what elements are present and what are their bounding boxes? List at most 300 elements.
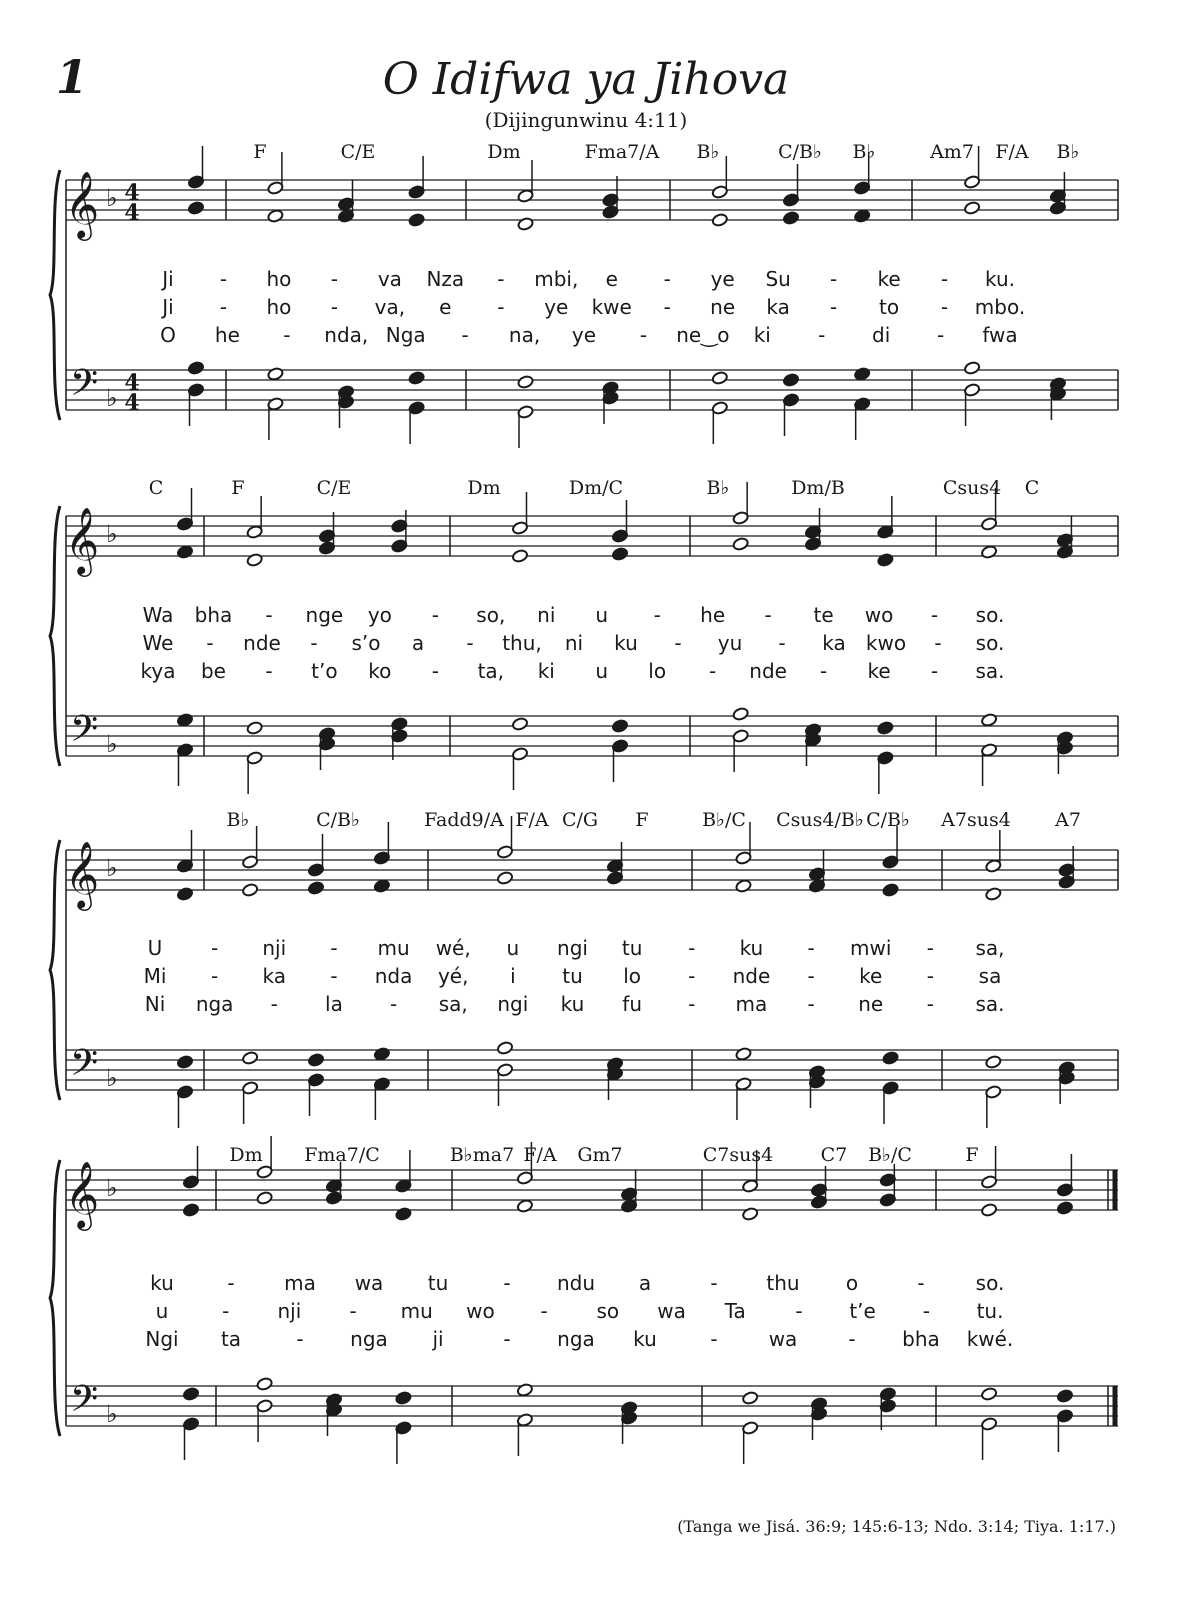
treble-note: [877, 553, 894, 567]
chord-symbol: C/B♭: [866, 809, 910, 831]
treble-note: [612, 547, 629, 561]
scripture-references: (Tanga we Jisá. 36:9; 145:6-13; Ndo. 3:14; Tiya. 1:17.): [677, 1517, 1116, 1536]
treble-note: [517, 217, 534, 231]
lyric-syllable: nge: [305, 603, 344, 627]
treble-clef-icon: 𝄞: [64, 840, 100, 908]
chord-symbol: A7sus4: [941, 809, 1011, 831]
chord-symbol: Fma7/C: [304, 1144, 380, 1166]
treble-note: [742, 1207, 759, 1221]
treble-note: [246, 553, 263, 567]
lyric-syllable: ku: [614, 631, 638, 655]
bass-note: [408, 371, 425, 385]
lyric-syllable: nde: [749, 659, 787, 683]
lyric-syllable: yo: [367, 603, 392, 627]
lyric-syllable: -: [219, 267, 228, 291]
time-signature-bottom: 4: [124, 200, 140, 226]
treble-note: [854, 209, 871, 223]
treble-clef-icon: 𝄞: [64, 170, 100, 238]
chord-symbol: F/A: [995, 141, 1029, 163]
lyric-syllable: We: [142, 631, 174, 655]
treble-note: [188, 201, 205, 215]
lyric-syllable: -: [270, 992, 278, 1016]
chord-symbol: Dm: [467, 477, 501, 499]
lyric-syllable: bha: [902, 1327, 940, 1351]
lyric-syllable: ko: [368, 659, 392, 683]
lyric-syllable: -: [688, 964, 696, 988]
lyric-syllable: ka: [262, 964, 287, 988]
lyric-syllable: tu: [427, 1271, 449, 1295]
lyric-syllable: Ngi: [145, 1327, 179, 1351]
lyric-syllable: wo: [864, 603, 894, 627]
lyric-syllable: -: [940, 267, 949, 291]
treble-note: [308, 881, 325, 895]
lyric-syllable: tu: [562, 964, 583, 988]
system-bracket: [50, 170, 60, 420]
lyric-syllable: thu,: [502, 631, 542, 655]
lyric-syllable: wa: [354, 1271, 384, 1295]
chord-symbol: C: [148, 477, 164, 499]
system-bracket: [50, 840, 60, 1100]
lyric-syllable: -: [265, 603, 273, 627]
lyric-syllable: -: [688, 992, 696, 1016]
bass-note: [308, 1053, 325, 1067]
treble-note: [783, 211, 800, 225]
lyric-syllable: la: [325, 992, 343, 1016]
lyric-syllable: -: [653, 603, 661, 627]
lyric-syllable: -: [917, 1271, 925, 1295]
chord-symbol: Dm/C: [568, 477, 624, 499]
lyric-syllable: -: [503, 1271, 511, 1295]
lyric-syllable: -: [807, 936, 815, 960]
lyric-syllable: ku: [633, 1327, 657, 1351]
lyric-syllable: -: [222, 1299, 230, 1323]
lyric-syllable: nji: [277, 1299, 302, 1323]
lyric-syllable: -: [926, 964, 934, 988]
lyric-syllable: so.: [975, 603, 1005, 627]
chord-symbol: F/A: [515, 809, 549, 831]
lyric-syllable: -: [848, 1327, 856, 1351]
lyric-syllable: s’o: [351, 631, 381, 655]
bass-note: [981, 713, 998, 727]
chord-symbol: C: [1024, 477, 1040, 499]
lyric-syllable: so,: [476, 603, 506, 627]
bass-note: [612, 719, 629, 733]
lyric-syllable: sa: [978, 964, 1002, 988]
bass-note: [854, 367, 871, 381]
lyric-syllable: -: [710, 1271, 718, 1295]
lyric-syllable: -: [764, 603, 772, 627]
lyric-syllable: e: [439, 295, 452, 319]
lyric-syllable: nga: [350, 1327, 388, 1351]
lyric-syllable: wa: [657, 1299, 686, 1323]
lyric-syllable: nde: [243, 631, 281, 655]
lyric-syllable: -: [497, 267, 505, 291]
treble-note: [512, 549, 529, 563]
lyric-syllable: wé,: [435, 936, 471, 960]
lyric-syllable: mbi,: [534, 267, 579, 291]
chord-symbol: Dm: [229, 1144, 263, 1166]
treble-clef-icon: 𝄞: [64, 1160, 100, 1228]
lyric-syllable: va: [377, 267, 402, 291]
lyric-syllable: -: [211, 936, 219, 960]
bass-note: [877, 721, 894, 735]
lyric-syllable: ku: [150, 1271, 174, 1295]
chord-symbol: F: [635, 809, 649, 831]
lyric-syllable: -: [497, 295, 505, 319]
bass-note: [183, 1387, 200, 1401]
lyric-syllable: a: [411, 631, 425, 655]
system-bracket: [50, 1160, 60, 1436]
bass-note: [517, 375, 534, 389]
lyric-syllable: -: [930, 659, 939, 683]
treble-clef-icon: 𝄞: [64, 506, 100, 574]
lyric-syllable: ni: [537, 603, 556, 627]
treble-note: [732, 537, 749, 551]
bass-note: [735, 1047, 752, 1061]
lyric-syllable: ye: [544, 295, 569, 319]
lyric-syllable: -: [795, 1299, 803, 1323]
lyric-syllable: Mi: [143, 964, 167, 988]
lyric-syllable: na,: [508, 323, 541, 347]
lyric-syllable: a: [638, 1271, 652, 1295]
chord-symbol: Gm7: [577, 1144, 623, 1166]
lyric-syllable: -: [466, 631, 474, 655]
lyric-syllable: ke: [859, 964, 883, 988]
chord-symbol: B♭: [852, 141, 876, 163]
time-signature-bottom: 4: [124, 390, 140, 416]
lyric-syllable: -: [265, 659, 273, 683]
lyric-syllable: -: [940, 295, 949, 319]
lyric-syllable: -: [349, 1299, 357, 1323]
lyric-syllable: -: [283, 323, 291, 347]
time-signature-top: 4: [124, 180, 140, 206]
lyric-syllable: ni: [564, 631, 584, 655]
chord-symbol: C/B♭: [778, 141, 822, 163]
lyric-syllable: t’e: [849, 1299, 876, 1323]
lyric-syllable: ma: [284, 1271, 316, 1295]
chord-symbol: C/B♭: [316, 809, 360, 831]
chord-symbol: Csus4: [942, 477, 1002, 499]
lyric-syllable: -: [829, 295, 838, 319]
lyric-syllable: -: [296, 1327, 304, 1351]
treble-note: [981, 1203, 998, 1217]
lyric-syllable: -: [310, 631, 318, 655]
chord-symbol: C7sus4: [702, 1144, 774, 1166]
lyric-syllable: mu: [400, 1299, 433, 1323]
lyric-syllable: -: [330, 964, 338, 988]
lyric-syllable: ka: [766, 295, 790, 319]
lyric-syllable: -: [819, 659, 828, 683]
lyric-syllable: ne: [710, 295, 736, 319]
hymn-title: O Idifwa ya Jihova: [382, 54, 790, 105]
lyric-syllable: ngi: [497, 992, 529, 1016]
lyric-syllable: mu: [377, 936, 410, 960]
key-signature-flat: ♭: [106, 854, 118, 882]
lyric-syllable: u: [595, 603, 609, 627]
lyric-syllable: -: [829, 267, 838, 291]
lyric-syllable: he: [700, 603, 726, 627]
bass-note: [188, 361, 205, 375]
treble-note: [981, 545, 998, 559]
chord-symbol: B♭: [706, 477, 730, 499]
bass-note: [177, 1055, 194, 1069]
key-signature-flat: ♭: [106, 1064, 118, 1092]
lyric-syllable: -: [663, 267, 671, 291]
bass-note: [732, 707, 749, 721]
lyric-syllable: nda,: [324, 323, 369, 347]
treble-note: [1056, 1201, 1073, 1215]
lyric-syllable: thu: [766, 1271, 800, 1295]
bass-note: [985, 1055, 1002, 1069]
lyric-syllable: ma: [735, 992, 768, 1016]
chord-symbol: B♭/C: [868, 1144, 912, 1166]
lyric-syllable: -: [211, 964, 219, 988]
chord-symbol: F: [253, 141, 267, 163]
bass-note: [256, 1377, 273, 1391]
hymn-subtitle: (Dijingunwinu 4:11): [484, 108, 688, 132]
lyric-syllable: -: [639, 323, 648, 347]
lyric-syllable: -: [330, 936, 338, 960]
lyric-syllable: be: [200, 659, 226, 683]
lyric-syllable: -: [206, 631, 214, 655]
chord-symbol: F: [231, 477, 245, 499]
lyric-syllable: -: [818, 323, 826, 347]
lyric-syllable: tu: [621, 936, 643, 960]
lyric-syllable: kwe: [591, 295, 632, 319]
lyric-syllable: -: [807, 992, 815, 1016]
lyric-syllable: ku.: [985, 267, 1015, 291]
treble-note: [516, 1199, 533, 1213]
lyric-syllable: nji: [262, 936, 287, 960]
lyric-syllable: Ji: [162, 267, 174, 291]
chord-symbol: B♭: [1056, 141, 1080, 163]
lyric-syllable: Ta: [724, 1299, 746, 1323]
lyric-syllable: -: [389, 992, 398, 1016]
bass-note: [177, 713, 194, 727]
lyric-syllable: nga: [557, 1327, 595, 1351]
treble-note: [373, 879, 390, 893]
bass-clef-icon: 𝄢: [69, 362, 99, 413]
lyric-syllable: ke: [877, 267, 901, 291]
lyric-syllable: ku: [560, 992, 585, 1016]
lyric-syllable: fwa: [982, 323, 1018, 347]
bass-note: [246, 721, 263, 735]
bass-note: [711, 371, 728, 385]
treble-note: [882, 883, 899, 897]
bass-clef-icon: 𝄢: [69, 1378, 99, 1429]
lyric-syllable: ne‿o: [676, 323, 730, 347]
lyric-syllable: -: [930, 603, 939, 627]
bass-clef-icon: 𝄢: [69, 1042, 99, 1093]
chord-symbol: C7: [820, 1144, 848, 1166]
bass-note: [882, 1051, 899, 1065]
lyric-syllable: ki: [537, 659, 555, 683]
chord-symbol: C/E: [340, 141, 376, 163]
lyric-syllable: kwo: [865, 631, 907, 655]
bass-note: [267, 367, 284, 381]
bass-note: [742, 1391, 759, 1405]
lyric-syllable: -: [926, 936, 934, 960]
lyric-syllable: -: [330, 267, 339, 291]
bass-note: [242, 1051, 259, 1065]
lyric-syllable: Nga: [385, 323, 426, 347]
lyric-syllable: ki: [753, 323, 771, 347]
lyric-syllable: so: [596, 1299, 620, 1323]
chord-symbol: Fma7/A: [584, 141, 660, 163]
treble-note: [985, 887, 1002, 901]
lyric-syllable: yé,: [437, 964, 469, 988]
lyric-syllable: ke: [867, 659, 891, 683]
lyric-syllable: ndu: [556, 1271, 596, 1295]
treble-note: [242, 883, 259, 897]
lyric-syllable: O: [160, 323, 176, 347]
lyric-syllable: ne: [858, 992, 884, 1016]
bass-note: [516, 1383, 533, 1397]
treble-note: [183, 1203, 200, 1217]
bass-note: [783, 373, 800, 387]
lyric-syllable: -: [674, 631, 682, 655]
treble-note: [735, 879, 752, 893]
chord-symbol: B♭ma7: [449, 1144, 515, 1166]
chord-symbol: B♭: [696, 141, 720, 163]
lyric-syllable: fu: [622, 992, 643, 1016]
lyric-syllable: bha: [194, 603, 233, 627]
lyric-syllable: Ni: [144, 992, 166, 1016]
lyric-syllable: lo: [648, 659, 667, 683]
lyric-syllable: di: [872, 323, 891, 347]
lyric-syllable: U: [147, 936, 163, 960]
lyric-syllable: Nza: [426, 267, 465, 291]
chord-symbol: A7: [1055, 809, 1081, 831]
lyric-syllable: nda: [374, 964, 413, 988]
key-signature-flat: ♭: [106, 730, 118, 758]
lyric-syllable: kwé.: [966, 1327, 1014, 1351]
lyric-syllable: lo: [623, 964, 642, 988]
bass-note: [981, 1387, 998, 1401]
chord-symbol: C/E: [316, 477, 352, 499]
time-signature-top: 4: [124, 370, 140, 396]
key-signature-flat: ♭: [106, 1400, 118, 1428]
bass-note: [497, 1041, 514, 1055]
lyric-syllable: nde: [732, 964, 771, 988]
lyric-syllable: t’o: [311, 659, 338, 683]
treble-note: [497, 871, 514, 885]
key-signature-flat: ♭: [106, 1174, 118, 1202]
hymn-number: 1: [56, 50, 89, 104]
lyric-syllable: te: [813, 603, 834, 627]
lyric-syllable: mbo.: [974, 295, 1026, 319]
lyric-syllable: sa.: [975, 659, 1005, 683]
lyric-syllable: sa.: [975, 992, 1005, 1016]
treble-note: [711, 213, 728, 227]
lyric-syllable: -: [710, 1327, 718, 1351]
lyric-syllable: ho: [266, 295, 292, 319]
chord-symbol: C/G: [561, 809, 599, 831]
lyric-syllable: u: [506, 936, 520, 960]
lyric-syllable: ta: [220, 1327, 242, 1351]
treble-note: [177, 887, 194, 901]
treble-note: [964, 201, 981, 215]
lyric-syllable: nga: [195, 992, 234, 1016]
lyric-syllable: ji: [432, 1327, 444, 1351]
bass-note: [512, 717, 529, 731]
bass-note: [395, 1391, 412, 1405]
lyric-syllable: ta,: [477, 659, 505, 683]
lyric-syllable: kya: [140, 659, 176, 683]
key-signature-flat: ♭: [106, 184, 118, 212]
lyric-syllable: -: [431, 603, 439, 627]
lyric-syllable: ye: [571, 323, 597, 347]
lyric-syllable: i: [510, 964, 516, 988]
lyric-syllable: u: [595, 659, 609, 683]
lyric-syllable: sa,: [975, 936, 1005, 960]
lyric-syllable: -: [709, 659, 717, 683]
chord-symbol: B♭: [226, 809, 250, 831]
treble-note: [256, 1191, 273, 1205]
lyric-syllable: ye: [710, 267, 735, 291]
chord-symbol: Dm: [487, 141, 521, 163]
lyric-syllable: yu: [717, 631, 743, 655]
lyric-syllable: e: [605, 267, 618, 291]
lyric-syllable: -: [688, 936, 696, 960]
bass-clef-icon: 𝄢: [69, 708, 99, 759]
chord-symbol: Fadd9/A: [424, 809, 504, 831]
lyric-syllable: va,: [374, 295, 406, 319]
lyric-syllable: ho: [266, 267, 292, 291]
system-bracket: [50, 506, 60, 766]
lyric-syllable: sa,: [438, 992, 468, 1016]
lyric-syllable: mwi: [850, 936, 892, 960]
bass-note: [964, 361, 981, 375]
chord-symbol: Dm/B: [791, 477, 845, 499]
lyric-syllable: so.: [975, 1271, 1005, 1295]
lyric-syllable: so.: [975, 631, 1005, 655]
key-signature-flat: ♭: [106, 384, 118, 412]
treble-note: [177, 545, 194, 559]
chord-symbol: B♭/C: [702, 809, 746, 831]
lyric-syllable: ka: [822, 631, 846, 655]
lyric-syllable: ngi: [557, 936, 588, 960]
lyric-syllable: Ji: [162, 295, 174, 319]
chord-symbol: Csus4/B♭: [776, 809, 864, 831]
chord-symbol: F/A: [523, 1144, 557, 1166]
lyric-syllable: wo: [466, 1299, 495, 1323]
lyric-syllable: wa: [768, 1327, 798, 1351]
lyric-syllable: -: [778, 631, 786, 655]
lyric-syllable: -: [926, 992, 934, 1016]
lyric-syllable: -: [807, 964, 815, 988]
lyric-syllable: tu.: [976, 1299, 1004, 1323]
lyric-syllable: -: [503, 1327, 511, 1351]
chord-symbol: F: [965, 1144, 979, 1166]
lyric-syllable: -: [431, 659, 439, 683]
bass-note: [373, 1047, 390, 1061]
key-signature-flat: ♭: [106, 520, 118, 548]
treble-note: [408, 213, 425, 227]
lyric-syllable: Su: [765, 267, 791, 291]
lyric-syllable: o: [845, 1271, 859, 1295]
lyric-syllable: -: [461, 323, 469, 347]
lyric-syllable: u: [155, 1299, 169, 1323]
lyric-syllable: -: [540, 1299, 548, 1323]
lyric-syllable: -: [663, 295, 671, 319]
treble-note: [395, 1207, 412, 1221]
lyric-syllable: he: [214, 323, 240, 347]
treble-note: [267, 209, 284, 223]
lyric-syllable: -: [934, 631, 942, 655]
bass-note: [1056, 1389, 1073, 1403]
lyric-syllable: to: [879, 295, 900, 319]
